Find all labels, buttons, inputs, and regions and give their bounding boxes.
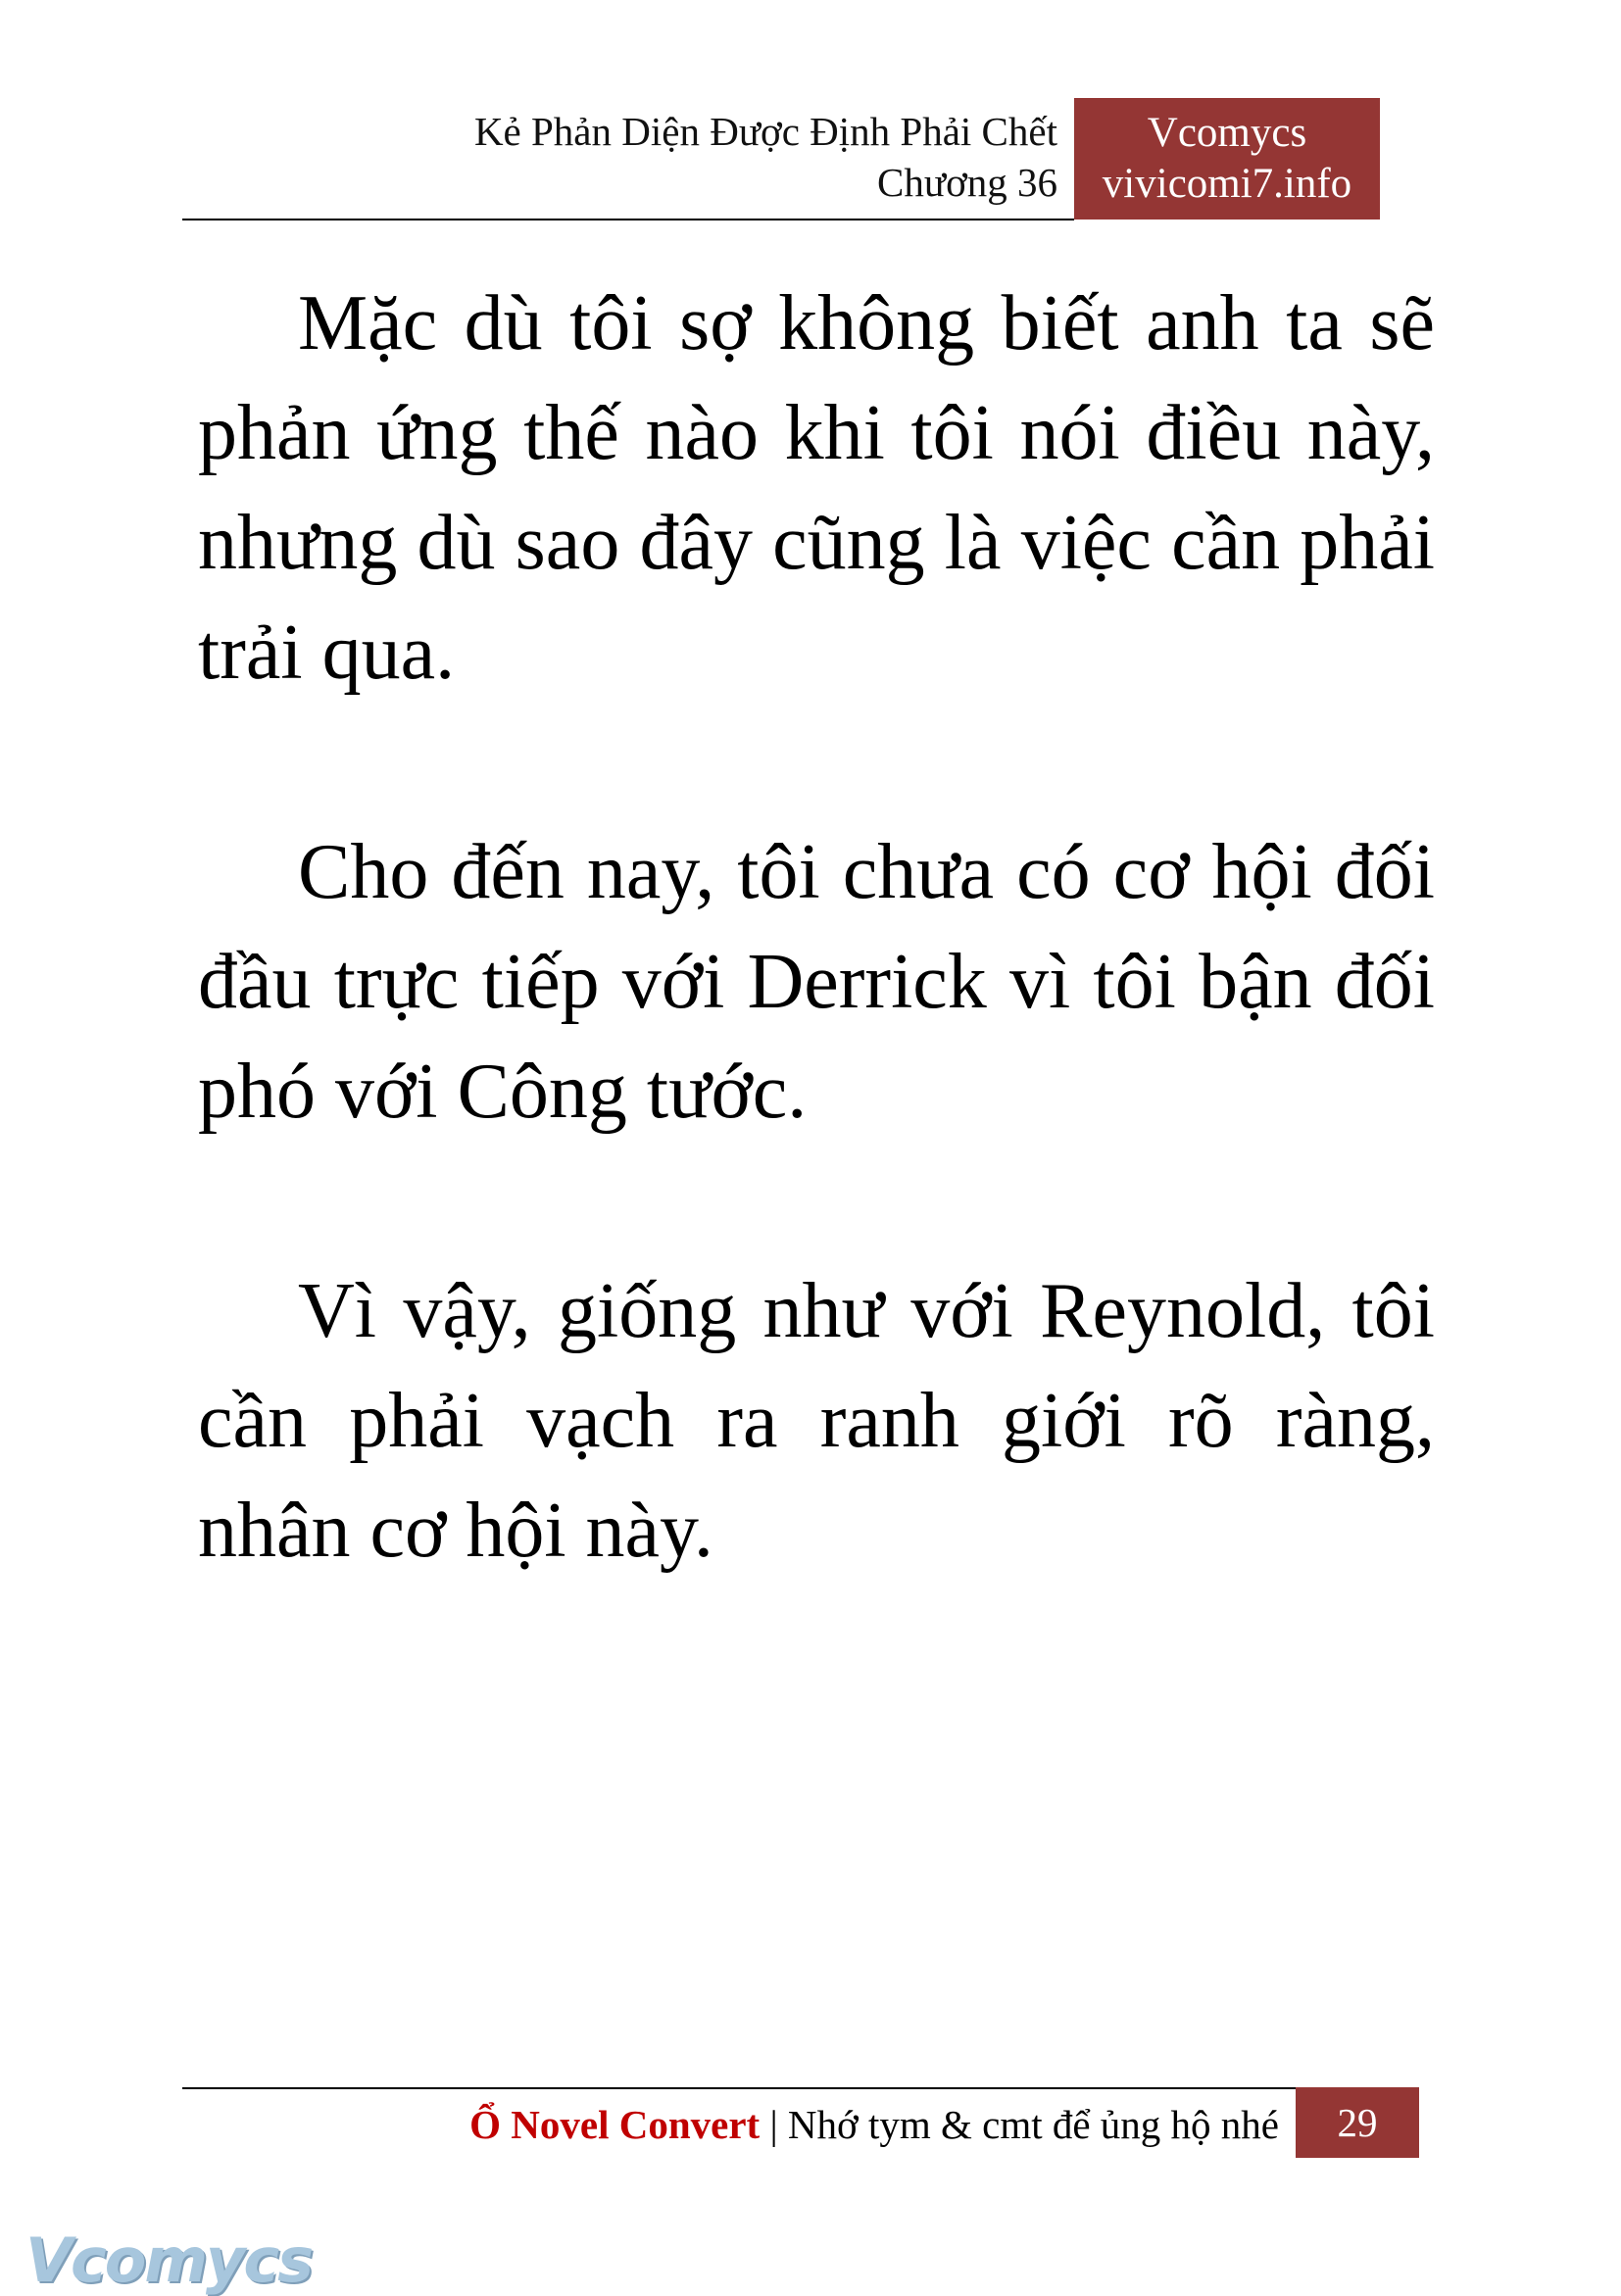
site-badge [1074,98,1380,220]
watermark-logo: Vcomycs [25,2224,313,2296]
site-name: Vcomycs [1147,110,1307,156]
paragraph-3: Vì vậy, giống như với Reynold, tôi cần phải vạch ra ranh giới rõ ràng, nhân cơ hội này. [198,1268,1435,1574]
book-title: Kẻ Phản Diện Được Định Phải Chết [473,109,1057,154]
footer-divider [182,2087,1300,2089]
page-content [198,269,1435,1586]
paragraph-2: Cho đến nay, tôi chưa có cơ hội đối đầu trực tiếp với Derrick vì tôi bận đối phó với Công tước. [198,829,1435,1135]
footer-brand: Ổ Novel Convert [469,2102,761,2147]
header-divider [182,219,1074,220]
footer-message: Nhớ tym & cmt để ủng hộ nhé [787,2102,1279,2147]
footer-separator: | [769,2102,778,2147]
page-number: 29 [1296,2087,1419,2158]
site-url: vivicomi7.info [1102,161,1352,207]
chapter-label: Chương 36 [877,160,1057,205]
running-header [273,106,1057,208]
running-footer [299,2095,1279,2154]
paragraph-1: Mặc dù tôi sợ không biết anh ta sẽ phản ứng thế nào khi tôi nói điều này, nhưng dù sao đây cũng là việc cần phải trải qua. [198,280,1435,696]
